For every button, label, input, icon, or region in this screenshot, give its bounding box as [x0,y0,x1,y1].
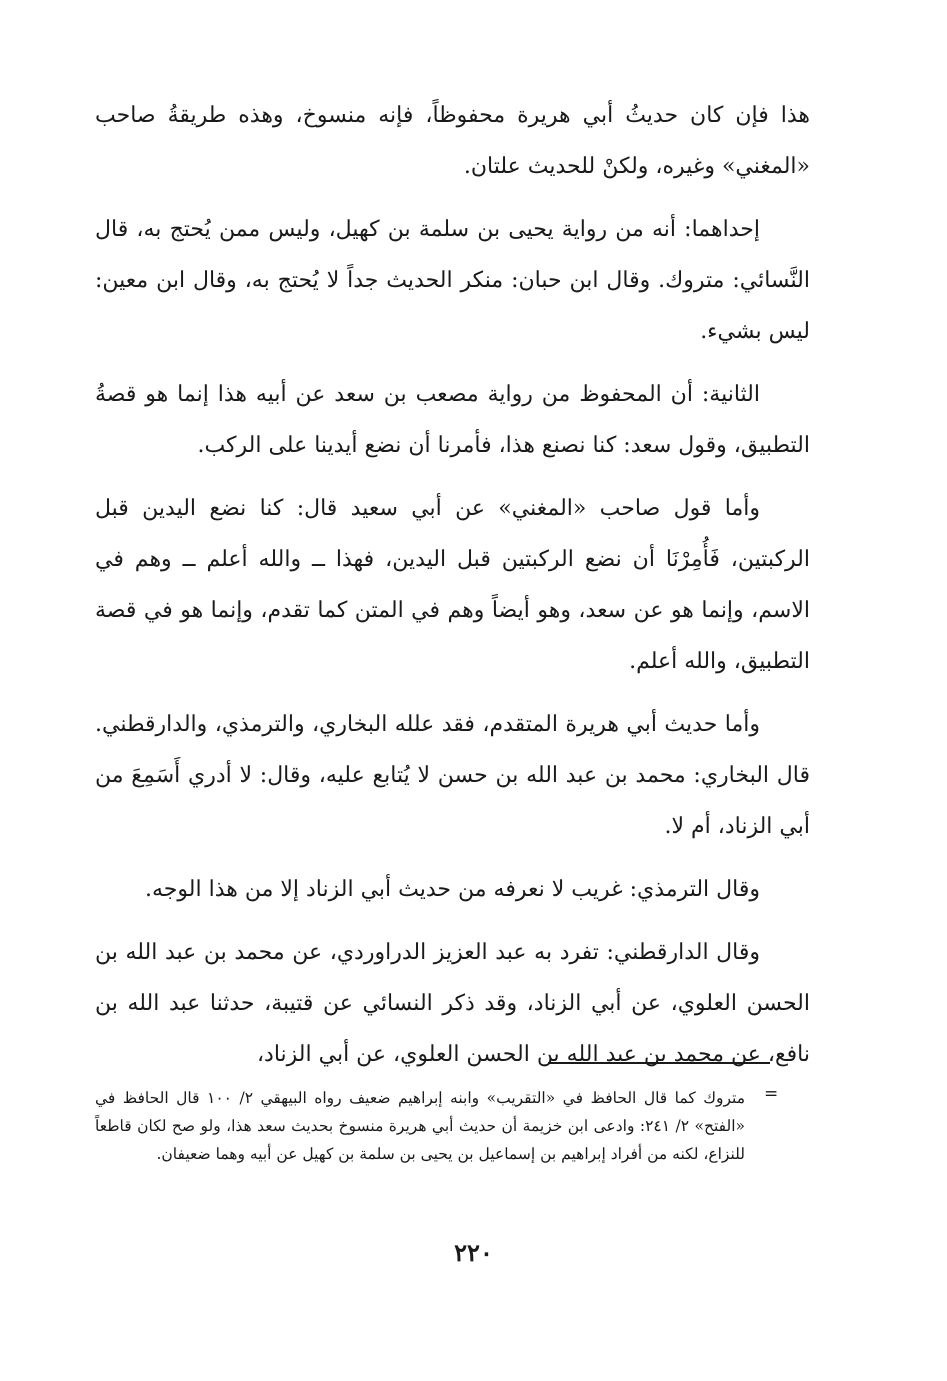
paragraph: الثانية: أن المحفوظ من رواية مصعب بن سعد عن أبيه هذا إنما هو قصةُ التطبيق، وقول سعد: كنا نصنع هذا، فأمرنا أن نضع أيدينا على الركب. [95,382,810,458]
paragraph: وأما حديث أبي هريرة المتقدم، فقد علله البخاري، والترمذي، والدارقطني. قال البخاري: محمد بن عبد الله بن حسن لا يُتابع عليه، وقال: لا أدري أَسَمِعَ من أبي الزناد، أم لا. [95,712,810,839]
paragraph: وقال الدارقطني: تفرد به عبد العزيز الدراوردي، عن محمد بن عبد الله بن الحسن العلوي، عن أبي الزناد، وقد ذكر النسائي عن قتيبة، حدثنا عبد الله بن نافع، عن محمد بن عبد الله بن الحسن العلوي، عن أبي الزناد، [95,940,810,1067]
footnote-continuation-mark: = [764,1084,779,1104]
footnote-text: متروك كما قال الحافظ في «التقريب» وابنه إبراهيم ضعيف رواه البيهقي ٢/ ١٠٠ قال الحافظ في «الفتح» ٢/ ٢٤١: وادعى ابن خزيمة أن حديث أبي هريرة منسوخ بحديث سعد هذا، ولو صح لكان قاطعاً للنزاع، لكنه من أفراد إبراهيم بن إسماعيل بن يحيى بن سلمة بن كهيل عن أبيه وهما ضعيفان. [95,1089,746,1163]
paragraph: وقال الترمذي: غريب لا نعرفه من حديث أبي الزناد إلا من هذا الوجه. [145,877,760,902]
main-text [95,90,810,1092]
paragraph: إحداهما: أنه من رواية يحيى بن سلمة بن كهيل، وليس ممن يُحتج به، قال النَّسائي: متروك. وقال ابن حبان: منكر الحديث جداً لا يُحتج به، وقال ابن معين: ليس بشيء. [95,217,810,344]
footnote-separator [548,1062,770,1064]
paragraph: هذا فإن كان حديثُ أبي هريرة محفوظاً، فإنه منسوخ، وهذه طريقةُ صاحب «المغني» وغيره، ولكنْ للحديث علتان. [95,103,810,179]
paragraph: وأما قول صاحب «المغني» عن أبي سعيد قال: كنا نضع اليدين قبل الركبتين، فَأُمِرْنَا أن نضع الركبتين قبل اليدين، فهذا ــ والله أعلم ــ وهم في الاسم، وإنما هو عن سعد، وهو أيضاً وهم في المتن كما تقدم، وإنما هو في قصة التطبيق، والله أعلم. [95,496,810,674]
page-number: ٢٢٠ [454,1238,493,1267]
